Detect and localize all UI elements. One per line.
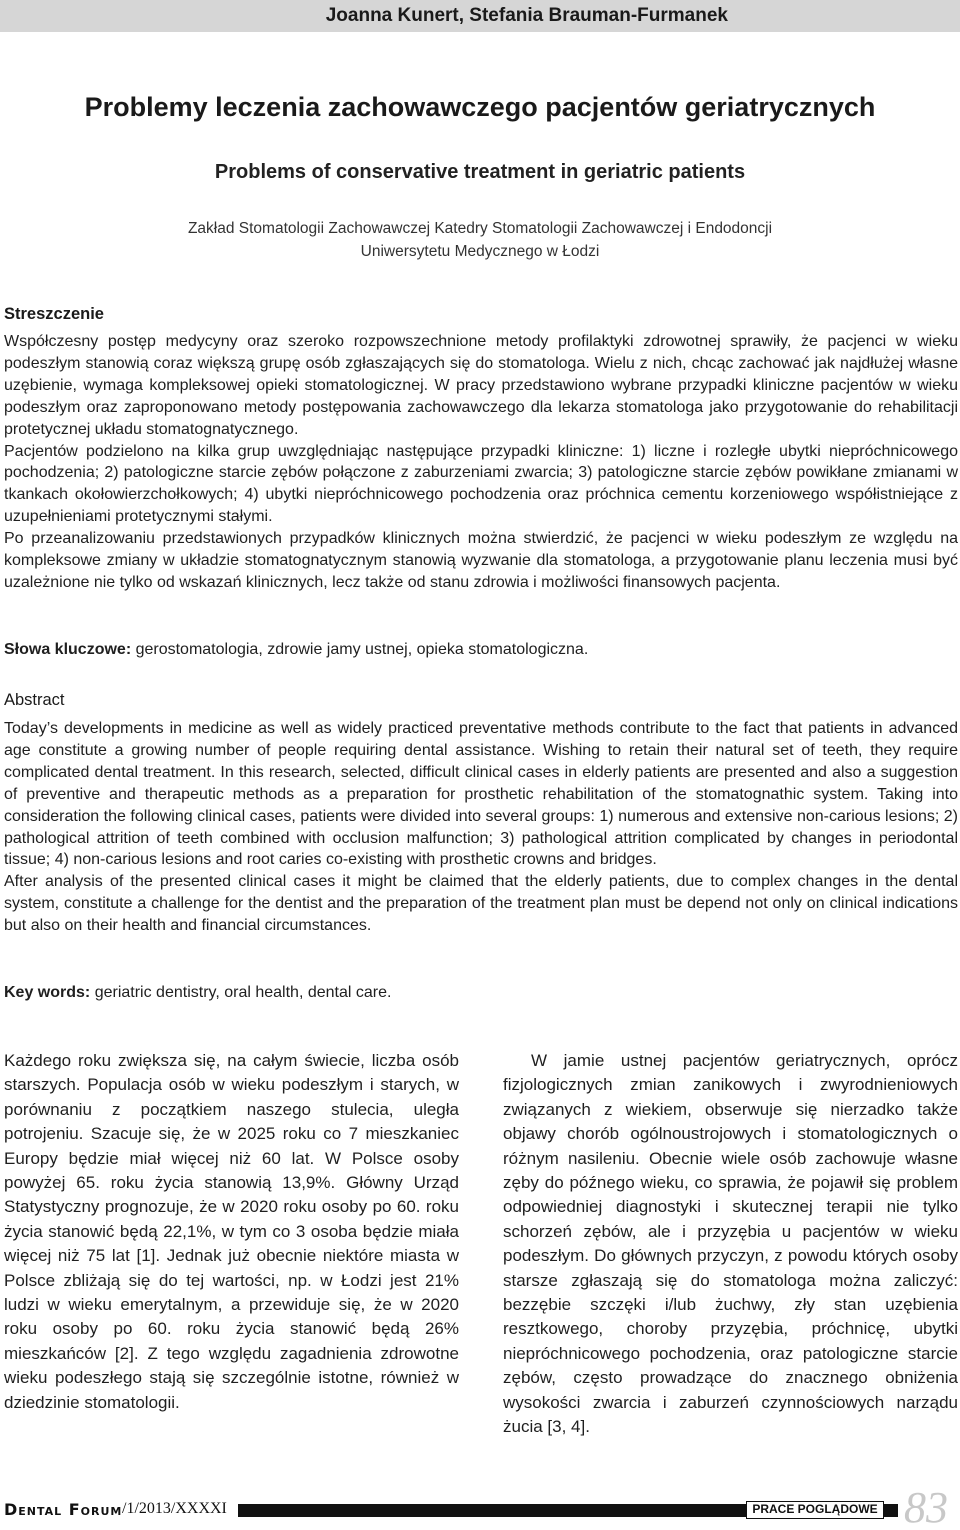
title-english: Problems of conservative treatment in geriatric patients: [214, 161, 746, 183]
affiliation-line-1: Zakład Stomatologii Zachowawczej Katedry Stomatologii Zachowawczej i Endodoncji: [187, 220, 773, 237]
key-words-values: geriatric dentistry, oral health, dental care.: [90, 984, 392, 1001]
title-polish: Problemy leczenia zachowawczego pacjentów geriatrycznych: [84, 92, 876, 122]
footer-rule: [238, 1504, 746, 1517]
journal-issue: /1/2013/XXXXI: [122, 1500, 227, 1517]
authors: Joanna Kunert, Stefania Brauman-Furmanek: [325, 5, 728, 26]
slowa-kluczowe-values: gerostomatologia, zdrowie jamy ustnej, opieka stomatologiczna.: [131, 641, 589, 658]
footer-rule-end: [884, 1504, 898, 1517]
affiliation: [0, 217, 960, 263]
section-label: PRACE POGLĄDOWE: [746, 1501, 884, 1519]
key-words-label: Key words:: [4, 984, 91, 1001]
streszczenie-heading: Streszczenie: [4, 305, 104, 323]
body-left-column: Każdego roku zwiększa się, na całym świecie, liczba osób starszych. Populacja osób w wieku podeszłym i starych, w porównaniu z początkiem naszego stulecia, uległa potrojeniu. Szacuje się, że w 2025 roku co 7 mieszkaniec Europy będzie miał więcej niż 60 lat. W Polsce osoby powyżej 65. roku życia stanowią 13,9%. Główny Urząd Statystyczny prognozuje, że w 2020 roku osoby po 60. roku życia stanowić będą 22,1%, w tym co 3 osoba będzie miała więcej niż 75 lat [1]. Jednak już obecnie niektóre miasta w Polsce zbliżają się do tej wartości, np. w Łodzi jest 21% ludzi w wieku emerytalnym, a przewiduje się, że w 2020 roku osoby po 60. roku życia stanowić będą 26% mieszkańców [2]. Z tego względu zagadnienia zdrowotne wieku podeszłego stają się szczególnie istotne, również w dziedzinie stomatologii.: [4, 1051, 459, 1412]
slowa-kluczowe: [4, 641, 588, 659]
abstract-heading: Abstract: [4, 691, 65, 709]
key-words: [4, 984, 391, 1002]
streszczenie-paragraph: Pacjentów podzielono na kilka grup uwzględniając następujące przypadki kliniczne: 1) liczne i rozległe ubytki niepróchnicowego pochodzenia; 2) patologiczne starcie zębów połączone z zaburzeniami zwarcia; 3) patologiczne starcie zębów powikłane zmianami w tkankach okołowierzchołkowych; 4) ubytki niepróchnicowego pochodzenia oraz próchnica cementu korzeniowego współistniejące z uzupełnieniami protetycznymi stałymi.: [4, 442, 958, 526]
abstract-paragraph: Today’s developments in medicine as well as widely practiced preventative methods contribute to the fact that patients in advanced age constitute a growing number of people requiring dental assistance. Wishing to retain their natural set of teeth, they require complicated dental treatment. In this research, selected, difficult clinical cases in elderly patients are presented and also a suggestion of preventive and therapeutic methods as a preparation for prosthetic rehabilitation of the stomatognathic system. Taking into consideration the following clinical cases, patients were divided into several groups: 1) numerous and extensive non-carious lesions; 2) pathological attrition of teeth combined with occlusion malfunction; 3) pathological attrition complicated by changes in periodontal tissue; 4) non-carious lesions and root caries co-existing with prosthetic crowns and bridges.: [4, 720, 958, 869]
affiliation-line-2: Uniwersytetu Medycznego w Łodzi: [360, 243, 600, 260]
journal-name: Dental Forum: [4, 1500, 123, 1519]
streszczenie-paragraph: Po przeanalizowaniu przedstawionych przypadków klinicznych można stwierdzić, że pacjenci w wieku podeszłym ze względu na kompleksowe zmiany w układzie stomatognatycznym stanowią wyzwanie dla stomatologa, a przygotowanie planu leczenia musi być uzależnione nie tylko od wskazań klinicznych, lecz także od stanu zdrowia i możliwości finansowych pacjenta.: [4, 530, 958, 591]
abstract-text: [4, 718, 958, 937]
page-number: 83: [904, 1483, 948, 1530]
streszczenie-paragraph: Współczesny postęp medycyny oraz szeroko rozpowszechnione metody profilaktyki zdrowotnej sprawiły, że pacjenci w wieku podeszłym stanowią coraz większą grupę osób zgłaszających się do stomatologa. Wielu z nich, chcąc zachować jak najdłużej własne uzębienie, wymaga kompleksowej opieki stomatologicznej. W pracy przedstawiono wybrane przypadki kliniczne pacjentów w wieku podeszłym oraz zaproponowano metody postępowania zachowawczego dla lekarza stomatologa jako przygotowanie do rehabilitacji protetycznej układu stomatognatycznego.: [4, 333, 958, 438]
streszczenie-text: [4, 331, 958, 594]
slowa-kluczowe-label: Słowa kluczowe:: [4, 641, 132, 658]
abstract-paragraph: After analysis of the presented clinical cases it might be claimed that the elderly patients, due to complex changes in the dental system, constitute a challenge for the dentist and the preparation of the treatment plan must be depend not only on clinical indications but also on their health and financial circumstances.: [4, 873, 958, 935]
body-right-column: W jamie ustnej pacjentów geriatrycznych, oprócz fizjologicznych zmian zanikowych i zwyrodnieniowych związanych z wiekiem, obserwuje się nierzadko także objawy chorób ogólnoustrojowych i stomatologicznych o różnym nasileniu. Obecnie wiele osób zachowuje własne zęby do późnego wieku, co sprawia, że pojawił się problem odpowiedniej diagnostyki i skutecznej terapii nie tylko schorzeń zębów, ale i przyzębia u pacjentów w wieku podeszłym. Do głównych przyczyn, z powodu których osoby starsze zgłaszają się do stomatologa można zaliczyć: bezzębie szczęki i/lub żuchwy, zły stan uzębienia resztkowego, choroby przyzębia, próchnicę, ubytki niepróchnicowego pochodzenia, oraz patologiczne starcie zębów, często prowadzące do znacznego obniżenia wysokości zwarcia i zaburzeń czynnościowych narządu żucia [3, 4].: [503, 1051, 958, 1437]
